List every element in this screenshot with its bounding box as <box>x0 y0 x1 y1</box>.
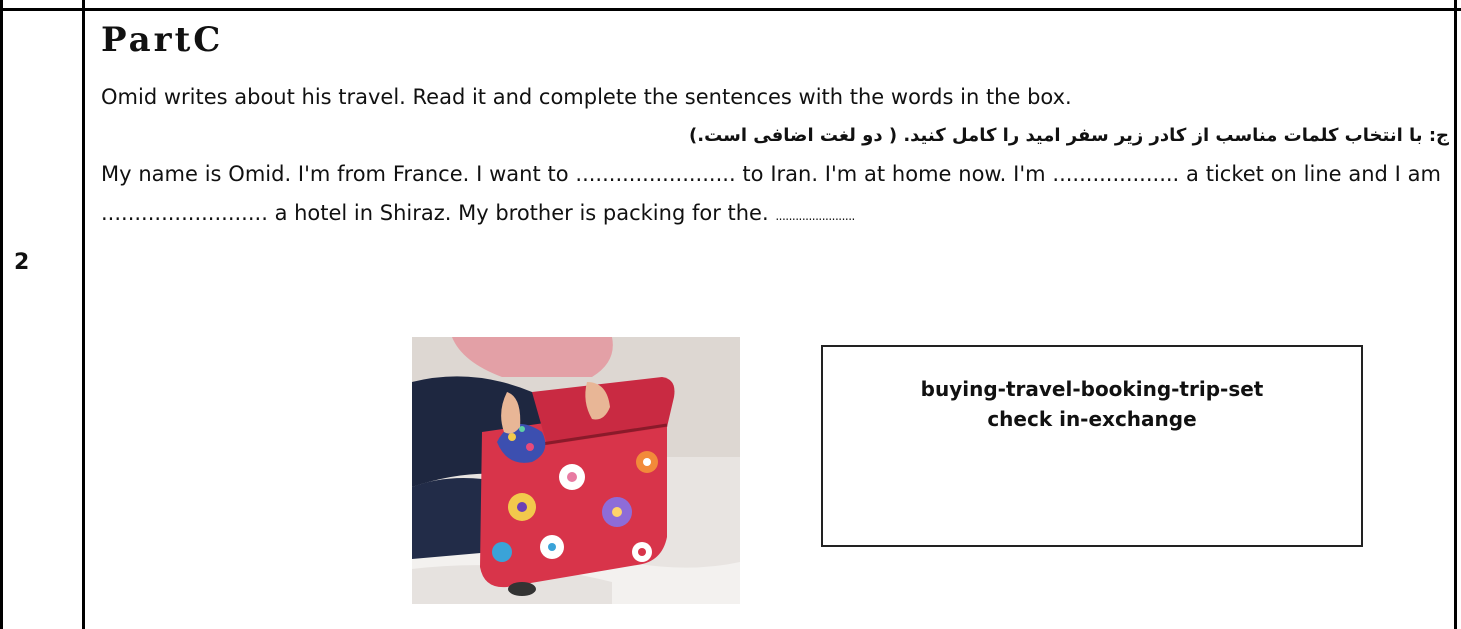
passage-segment-4: a hotel in Shiraz. My brother is packing for the. <box>267 201 776 225</box>
passage-segment-1: My name is Omid. I'm from France. I want to <box>101 162 576 186</box>
instructions-persian: ج: با انتخاب کلمات مناسب از کادر زیر سفر امید را کامل کنید. ( دو لغت اضافی است.) <box>689 125 1449 146</box>
suitcase-photo <box>412 337 740 604</box>
blank-3: ......................... <box>101 201 268 225</box>
column-divider <box>82 0 85 629</box>
passage-segment-2: to Iran. I'm at home now. I'm <box>735 162 1053 186</box>
passage-segment-3: a ticket on line and I am <box>1179 162 1441 186</box>
score-number: 2 <box>14 250 30 275</box>
word-bank-line-1: buying-travel-booking-trip-set <box>920 377 1264 401</box>
passage-text <box>101 155 1441 236</box>
part-title: PartC <box>101 20 224 60</box>
top-border <box>0 8 1461 11</box>
blank-4: ........................ <box>775 209 855 223</box>
word-bank-line-2: check in-exchange <box>987 407 1197 431</box>
blank-2: ................... <box>1052 162 1180 186</box>
left-border <box>0 0 3 629</box>
word-bank-box <box>821 345 1363 547</box>
blank-1: ........................ <box>575 162 736 186</box>
right-border <box>1454 0 1457 629</box>
instructions-english: Omid writes about his travel. Read it and complete the sentences with the words in the box. <box>101 85 1072 109</box>
